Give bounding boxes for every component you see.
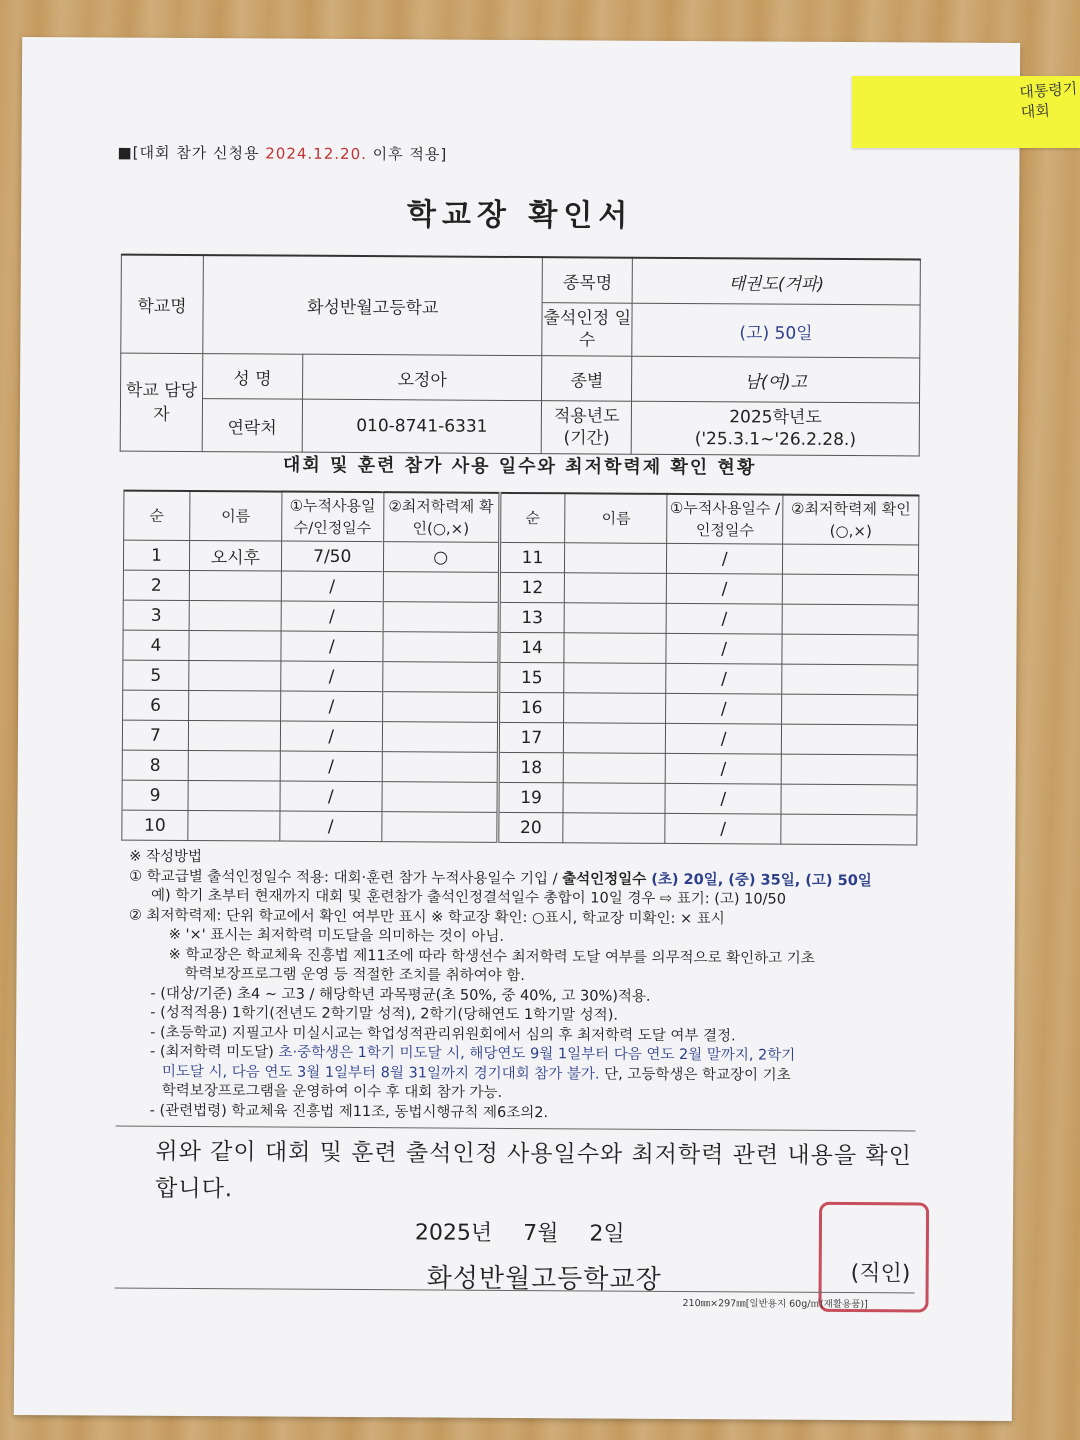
row-days: / [665,813,781,844]
table-row [122,720,917,755]
table-row [123,570,918,605]
row-no: 17 [498,722,564,752]
col-no: 순 [124,491,190,541]
row-no: 1 [123,540,189,570]
attend-value: (고) 50일 [632,303,920,358]
col-days2: ①누적사용일수 /인정일수 [667,494,783,544]
row-days: / [280,781,382,812]
row-no: 13 [499,602,565,632]
col-name: 이름 [190,491,282,541]
row-min [781,784,917,815]
table-row [123,630,918,665]
note-2c: 학력보장프로그램 운영 등 적절한 조치를 취하여야 함. [184,965,525,985]
manager-label: 학교 담당자 [120,353,202,451]
row-name [189,630,281,661]
school-label: 학교명 [121,255,203,354]
row-name: 오시후 [189,540,281,571]
page-title: 학교장 확인서 [406,197,634,234]
row-days: / [666,663,782,694]
row-name [564,753,666,784]
row-name [565,543,667,574]
year-label: 적용년도 (기간) [542,401,632,455]
document-page [14,37,1020,1421]
row-min [383,572,499,603]
row-days: / [666,633,782,664]
row-days: / [666,693,782,724]
col-no2: 순 [499,493,565,543]
gender-label: 종별 [542,356,632,402]
row-no: 18 [498,752,564,782]
sport-label: 종목명 [542,257,632,303]
row-name [564,693,666,724]
row-days: 7/50 [281,541,383,572]
row-min [781,814,917,845]
detail-3: - (초등학교) 지필고사 미실시교는 학업성적관리위원회에서 심의 후 최저학력 도달 여부 결정. [150,1024,736,1044]
note-1-example: 예) 학기 초부터 현재까지 대회 및 훈련참가 출석인정결석일수 총합이 10일 경우 ⇨ 표기: (고) 10/50 [150,887,787,908]
row-no: 11 [499,542,565,572]
year-period: ('25.3.1~'26.2.28.) [694,429,857,451]
row-min [782,634,918,665]
row-name [189,600,281,631]
row-min [782,664,918,695]
row-min [781,724,917,755]
table-row [122,780,917,815]
table-body [122,540,919,845]
row-min [382,752,498,783]
row-days: / [280,811,382,842]
sport-value: 태권도(겨파) [632,258,920,305]
row-no: 4 [123,630,189,660]
detail-2: - (성적적용) 1학기(전년도 2학기말 성적), 2학기(당해연도 1학기말 성적). [150,1004,619,1024]
row-min: ○ [383,542,499,573]
detail-1: - (대상/기준) 초4 ~ 고3 / 해당학년 과목평균(초 50%, 중 40%, 고 30%)적용. [150,985,651,1005]
row-name [189,570,281,601]
detail-4-blue: 초·중학생은 1학기 미도달 시, 해당연도 9월 1일부터 다음 연도 2월 말까지, 2학기 [278,1044,796,1064]
name-value: 오정아 [302,354,542,400]
confirmation-text: 위와 같이 대회 및 훈련 출석인정 사용일수와 최저학력 관련 내용을 확인합니다. [155,1138,912,1203]
col-days: ①누적사용일 수/인정일수 [281,492,383,542]
row-days: / [281,601,383,632]
row-days: / [666,603,782,634]
row-days: / [665,753,781,784]
row-days: / [665,783,781,814]
notes-heading: ※ 작성방법 [129,848,203,866]
row-name [564,723,666,754]
row-name [563,813,665,844]
row-name [563,783,665,814]
note-2: ② 최저학력제: 단위 학교에서 확인 여부만 표시 ※ 학교장 확인: ○표시, 학교장 미확인: × 표시 [128,907,725,927]
row-name [564,663,666,694]
col-min2: ②최저학력제 확인(○,×) [783,495,919,545]
row-min [382,782,498,813]
detail-4-label: - (최저학력 미도달) [149,1043,279,1061]
table-header-row [124,491,919,545]
usage-subheading: 대회 및 훈련 참가 사용 일수와 최저학력제 확인 현황 [282,454,757,479]
name-label: 성 명 [202,354,302,400]
row-min [781,754,917,785]
note-1-text: ① 학교급별 출석인정일수 적용: 대회·훈련 참가 누적사용일수 기입 / [129,868,563,887]
row-days: / [280,721,382,752]
issue-date: 2025년 7월 2일 [414,1220,625,1247]
principal-signature: 화성반월고등학교장 [426,1263,662,1295]
table-row [123,600,918,635]
attend-label: 출석인정 일수 [542,303,632,357]
table-row [123,660,918,695]
row-no: 12 [499,572,565,602]
row-no: 19 [498,782,564,812]
row-min [382,722,498,753]
row-name [188,780,280,811]
row-min [381,812,497,843]
contact-value: 010-8741-6331 [302,399,542,453]
row-days: / [666,723,782,754]
divider [116,1126,916,1132]
detail-5: - (관련법령) 학교체육 진흥법 제11조, 동법시행규칙 제6조의2. [149,1102,549,1121]
seal-label: (직인) [850,1261,911,1287]
year-cell [631,401,919,456]
notice-line [117,142,447,165]
instructions [128,848,930,1126]
row-min [782,574,918,605]
row-no: 15 [498,662,564,692]
row-days: / [281,631,383,662]
row-name [189,660,281,691]
table-row [122,810,917,845]
row-no: 2 [123,570,189,600]
note-1-bold: 출석인정일수 [562,870,652,888]
col-min: ②최저학력제 확인(○,×) [383,492,499,542]
row-days: / [667,543,783,574]
contact-label: 연락처 [202,399,302,453]
sticky-note-text: 대통령기 대회 [1018,79,1078,122]
row-days: / [280,751,382,782]
row-min [783,544,919,575]
school-value: 화성반월고등학교 [203,255,543,356]
row-name [565,573,667,604]
row-min [782,604,918,635]
gender-value: 남(여)고 [632,356,920,403]
note-2b: ※ 학교장은 학교체육 진흥법 제11조에 따라 학생선수 최저학력 도달 여부를 의무적으로 확인하고 기초 [168,946,815,967]
notice-suffix: 이후 적용] [366,145,448,164]
note-1-days: (초) 20일, (중) 35일, (고) 50일 [651,871,872,889]
row-min [382,692,498,723]
row-min [383,632,499,663]
row-days: / [281,661,383,692]
paper-spec-footer: 210㎜×297㎜[일반용지 60g/㎡(재활용품)] [682,1298,868,1311]
row-days: / [667,573,783,604]
row-no: 6 [123,690,189,720]
table-row [123,690,918,725]
row-no: 14 [498,632,564,662]
row-days: / [280,691,382,722]
detail-4-tail: 단, 고등학생은 학교장이 기초 [599,1066,791,1084]
row-days: / [281,571,383,602]
row-name [188,750,280,781]
detail-4-end: 학력보장프로그램을 운영하여 이수 후 대회 참가 가능. [161,1082,503,1101]
row-name [188,810,280,841]
row-no: 10 [122,810,188,840]
row-no: 16 [498,692,564,722]
row-no: 8 [122,750,188,780]
table-row [123,540,918,575]
row-no: 7 [122,720,188,750]
table-row [122,750,917,785]
row-min [382,662,498,693]
detail-4-blue2: 미도달 시, 다음 연도 3월 1일부터 8월 31일까지 경기대회 참가 불가. [161,1063,600,1083]
row-min [782,694,918,725]
notice-prefix: ■[대회 참가 신청용 [117,143,266,163]
row-no: 20 [497,812,563,842]
row-no: 9 [122,780,188,810]
row-no: 5 [123,660,189,690]
year-value: 2025학년도 [729,407,822,428]
info-table [120,254,921,457]
row-min [383,602,499,633]
row-name [188,720,280,751]
row-name [188,690,280,721]
row-no: 3 [123,600,189,630]
notice-date: 2024.12.20. [265,144,367,164]
row-name [565,603,667,634]
usage-table [121,490,919,846]
note-2a: ※ '×' 표시는 최저학력 미도달을 의미하는 것이 아님. [168,926,505,945]
row-name [564,633,666,664]
col-name2: 이름 [565,493,667,543]
